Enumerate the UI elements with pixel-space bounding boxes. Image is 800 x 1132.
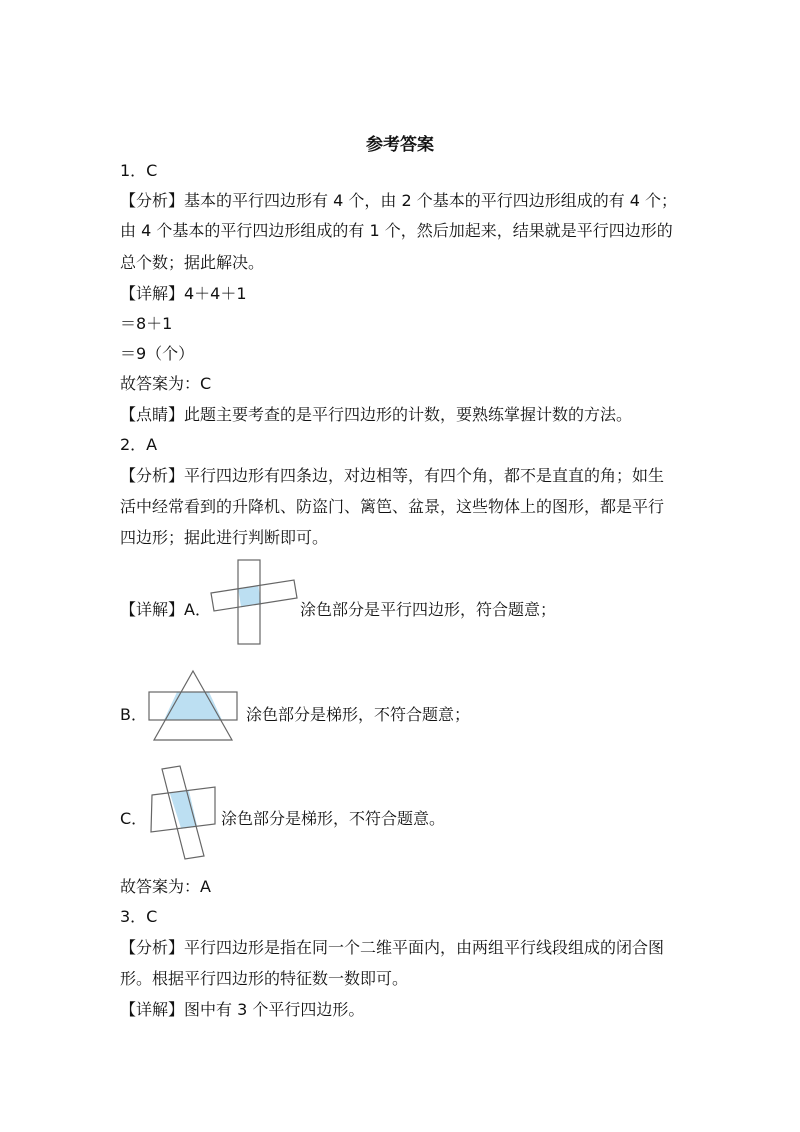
q1-detail-line: ＝9（个） [120, 344, 195, 363]
page-title: 参考答案 [366, 135, 434, 155]
q2-answer: 2．A [120, 435, 158, 454]
q1-detail-line: 【详解】4＋4＋1 [120, 284, 247, 303]
q3-analysis-line: 形。根据平行四边形的特征数一数即可。 [120, 969, 409, 988]
q2-detail-a-prefix: 【详解】A． [120, 600, 211, 619]
q3-detail-line: 【详解】图中有 3 个平行四边形。 [120, 1000, 365, 1019]
q2-detail-a-text: 涂色部分是平行四边形，符合题意； [300, 600, 557, 619]
q1-comment: 【点睛】此题主要考查的是平行四边形的计数，要熟练掌握计数的方法。 [120, 405, 633, 424]
q2-detail-c-text: 涂色部分是梯形，不符合题意。 [221, 809, 446, 828]
q2-conclusion: 故答案为：A [120, 877, 211, 896]
figure-c-shaded-region [170, 790, 198, 829]
q2-detail-b-text: 涂色部分是梯形，不符合题意； [246, 705, 471, 724]
q2-analysis-line: 活中经常看到的升降机、防盗门、篱笆、盆景，这些物体上的图形，都是平行 [120, 497, 665, 516]
q2-analysis-line: 【分析】平行四边形有四条边，对边相等，有四个角，都不是直直的角；如生 [120, 466, 665, 485]
q1-analysis-line: 总个数；据此解决。 [120, 253, 265, 272]
q3-analysis-line: 【分析】平行四边形是指在同一个二维平面内，由两组平行线段组成的闭合图 [120, 938, 665, 957]
q3-answer: 3．C [120, 907, 158, 926]
q2-detail-c-prefix: C． [120, 809, 148, 828]
q2-analysis-line: 四边形；据此进行判断即可。 [120, 528, 329, 547]
q1-detail-line: ＝8＋1 [120, 314, 173, 333]
q1-analysis-line: 【分析】基本的平行四边形有 4 个，由 2 个基本的平行四边形组成的有 4 个； [120, 191, 678, 210]
figure-b-trapezoid [145, 668, 241, 744]
q2-detail-b-prefix: B． [120, 705, 147, 724]
figure-c-trapezoid [147, 764, 221, 864]
q1-conclusion: 故答案为：C [120, 374, 212, 393]
q1-analysis-line: 由 4 个基本的平行四边形组成的有 1 个，然后加起来，结果就是平行四边形的 [120, 221, 673, 240]
q1-answer: 1．C [120, 161, 158, 180]
figure-a-parallelogram [205, 558, 299, 648]
